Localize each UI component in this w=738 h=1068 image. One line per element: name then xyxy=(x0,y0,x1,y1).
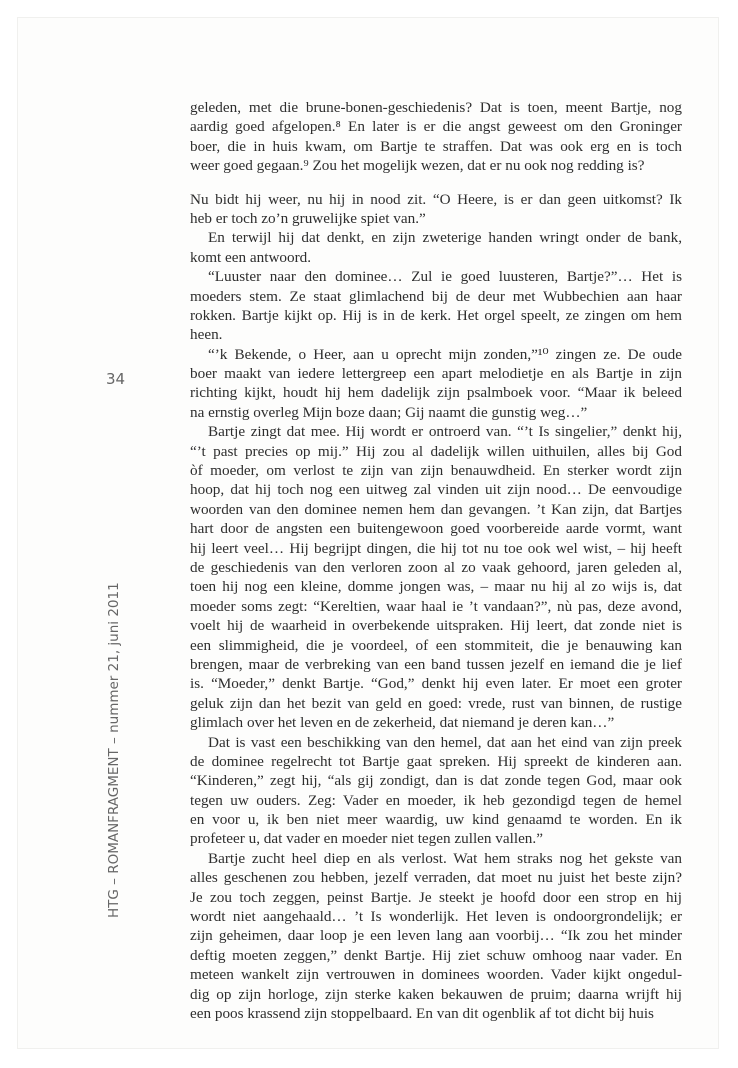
paragraph xyxy=(190,849,682,1024)
text-line: brengen, maar de verbreking van een band tussen jezelf en iemand die je lief xyxy=(190,655,682,673)
text-line: Bartje zucht heel diep en als verlost. Wat hem straks nog het gekste van xyxy=(208,849,682,867)
text-line: rokken. Bartje kijkt op. Hij is in de kerk. Het orgel speelt, ze zingen om hem xyxy=(190,306,682,324)
paragraph xyxy=(190,228,682,267)
paragraph xyxy=(190,190,682,229)
text-line: Bartje zingt dat mee. Hij wordt er ontroerd van. “’t Is singelier,” denkt hij, xyxy=(208,423,682,441)
text-line: deftig moeten zeggen,” denkt Bartje. Hij ziet schuw omhoog naar vader. En xyxy=(190,946,682,964)
text-line: de dominee regelrecht tot Bartje gaat spreken. Hij spreekt de kinderen aan. xyxy=(190,752,682,770)
text-line: is. “Moeder,” denkt Bartje. “God,” denkt hij even later. Er moet een groter xyxy=(190,675,682,693)
text-line: na ernstig overleg Mijn boze daan; Gij naamt die gunstig weg…” xyxy=(190,403,588,421)
text-line: meteen wankelt zijn vertrouwen in dominees woorden. Vader kijkt ongedul- xyxy=(190,966,682,984)
text-line: voelt hij de waarheid in overbekende uitspraken. Hij leert, dat zonde niet is xyxy=(190,617,682,635)
paragraph xyxy=(190,733,682,849)
text-line: en voor u, ik ben niet meer waardig, uw kind genaamd te worden. En ik xyxy=(190,811,682,829)
text-line: “Kinderen,” zegt hij, “als gij zondigt, dan is dat zonde tegen God, maar ook xyxy=(190,772,682,790)
text-line: toen hij nog een kleine, domme jongen was, – maar nu hij al zo wijs is, dat xyxy=(190,578,682,596)
text-line: moeders stem. Ze staat glimlachend bij de deur met Wubbechien aan haar xyxy=(190,287,682,305)
text-line: boer, die in huis kwam, om Bartje te straffen. Dat was ook erg en is toch xyxy=(190,137,682,155)
text-line: boer maakt van iedere lettergreep een apart melodietje en als Bartje in zijn xyxy=(190,365,682,383)
text-line: heb er toch zo’n gruwelijke spiet van.” xyxy=(190,209,426,227)
page-number: 34 xyxy=(106,370,126,388)
text-line: alles geschenen zou hebben, jezelf verraden, dat moet nu juist het beste zijn? xyxy=(190,869,682,887)
text-line: Dat is vast een beschikking van den hemel, dat aan het eind van zijn preek xyxy=(208,733,682,751)
book-page xyxy=(18,18,718,1048)
paragraph xyxy=(190,98,682,176)
text-line: “’t past precies op mij.” Hij zou al dadelijk willen uithuilen, alles bij God xyxy=(190,442,682,460)
text-line: hart door de angsten een buitengewoon goed voorbereide aarde vormt, want xyxy=(190,520,682,538)
text-line: zijn geheimen, daar loop je een leven lang aan voorbij… “Ik zou het minder xyxy=(190,927,682,945)
text-line: hij leert veel… Hij begrijpt dingen, die hij tot nu toe ook wel wist, – hij heeft xyxy=(190,539,682,557)
text-line: woorden van den dominee nemen hem dan gevangen. ’t Kan zijn, dat Bartjes xyxy=(190,500,682,518)
text-line: dig op zijn horloge, zijn sterke kaken bekauwen de pruim; daarna wrijft hij xyxy=(190,985,682,1003)
text-line: glimlach over het leven en de zekerheid, dat niemand je deren kan…” xyxy=(190,714,615,732)
text-line: aardig goed afgelopen.⁸ En later is er die angst geweest om den Groninger xyxy=(190,118,682,136)
text-line: Nu bidt hij weer, nu hij in nood zit. “O Heere, is er dan geen uitkomst? Ik xyxy=(190,190,682,208)
text-line: een poos krassend zijn stoppelbaard. En van dit ogenblik af tot dicht bij huis xyxy=(190,1004,654,1022)
text-line: weer goed gegaan.⁹ Zou het mogelijk wezen, dat er nu ook nog redding is? xyxy=(190,157,645,175)
text-line: En terwijl hij dat denkt, en zijn zweterige handen wringt onder de bank, xyxy=(208,229,682,247)
text-line: wordt niet aangehaald… ’t Is wonderlijk. Het leven is ondoorgrondelijk; er xyxy=(190,908,682,926)
text-line: “’k Bekende, o Heer, aan u oprecht mijn zonden,”¹⁰ zingen ze. De oude xyxy=(208,345,682,363)
paragraph-gap xyxy=(190,176,682,190)
text-line: Je zou toch zeggen, peinst Bartje. Je steekt je hoofd door een strop en hij xyxy=(190,888,682,906)
paragraph xyxy=(190,267,682,345)
paragraph xyxy=(190,345,682,423)
text-line: richting kijkt, houdt hij hem dadelijk zijn psalmboek voor. “Maar ik beleed xyxy=(190,384,682,402)
paragraph xyxy=(190,422,682,732)
text-line: komt een antwoord. xyxy=(190,248,312,266)
text-line: geluk zijn dan het bezit van geld en goed: vrede, rust van binnen, de rustige xyxy=(190,694,682,712)
text-line: moeder soms zegt: “Kereltien, waar haal ie ’t vandaan?”, nù pas, deze avond, xyxy=(190,597,682,615)
text-line: “Luuster naar den dominee… Zul ie goed luusteren, Bartje?”… Het is xyxy=(208,268,682,286)
text-line: tegen uw ouders. Zeg: Vader en moeder, ik heb gezondigd tegen de hemel xyxy=(190,791,682,809)
text-line: heen. xyxy=(190,326,223,344)
text-line: een slimmigheid, die je voordeel, of een stommiteit, die je benauwing kan xyxy=(190,636,682,654)
text-line: hoop, dat hij toch nog een uitweg zal vinden uit zijn nood… De eenvoudige xyxy=(190,481,682,499)
text-line: geleden, met die brune-bonen-geschiedenis? Dat is toen, meent Bartje, nog xyxy=(190,99,682,116)
text-line: de geschiedenis van den verloren zoon al zo vaak gehoord, jaren geleden al, xyxy=(190,558,682,576)
running-head: HTG – ROMANFRAGMENT – nummer 21, juni 2011 xyxy=(106,582,122,918)
body-text xyxy=(190,98,682,1023)
text-line: òf moeder, om verlost te zijn van zijn benauwdheid. En sterker wordt zijn xyxy=(190,462,682,480)
text-line: profeteer u, dat vader en moeder niet tegen zullen vallen.” xyxy=(190,830,543,848)
